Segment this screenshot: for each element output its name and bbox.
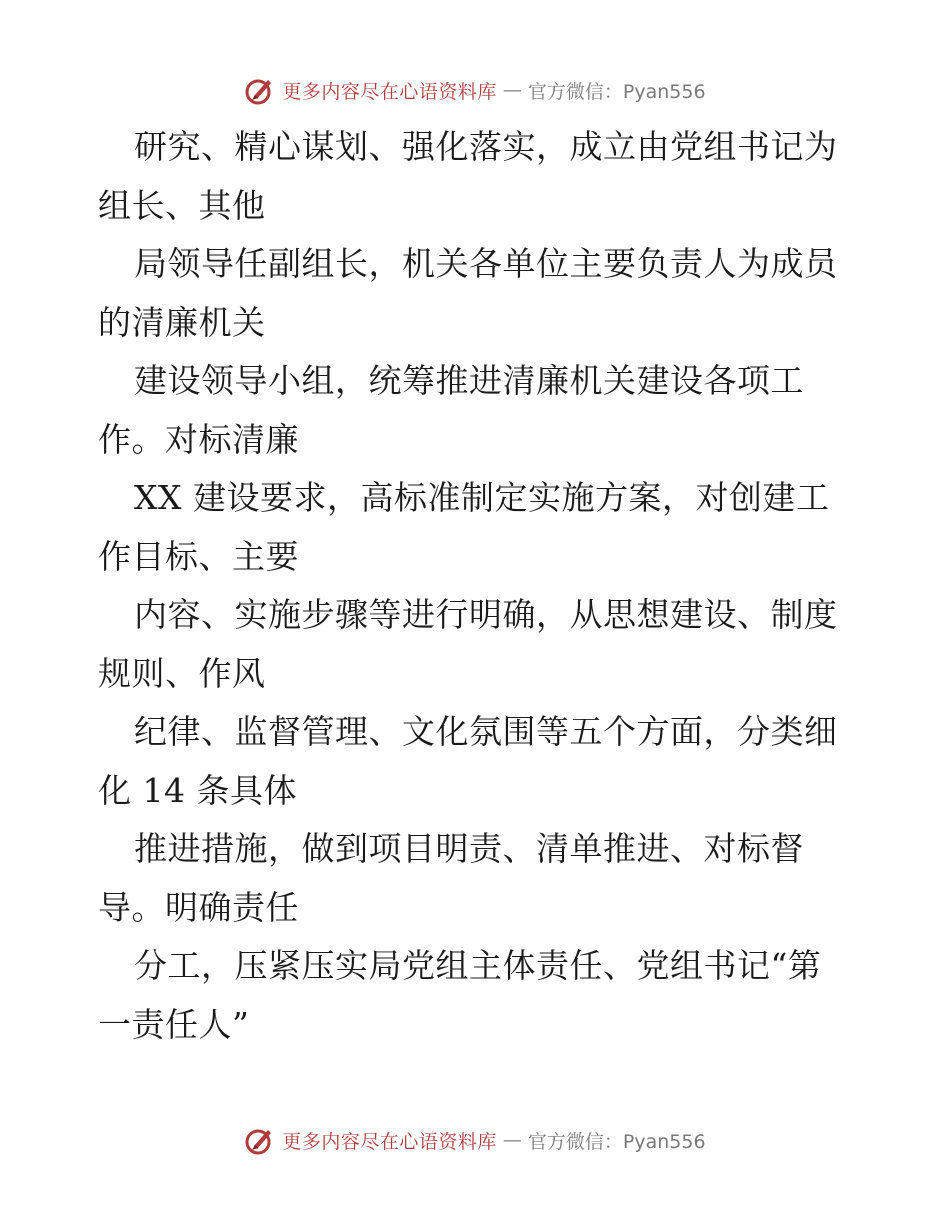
body-line: 的清廉机关 — [98, 302, 266, 342]
banner-separator: — — [502, 79, 522, 101]
body-line: 作。对标清廉 — [98, 419, 299, 459]
body-line: 一责任人” — [98, 1004, 250, 1044]
body-line: 纪律、监督管理、文化氛围等五个方面，分类细 — [134, 712, 838, 751]
banner-separator: — — [502, 1129, 522, 1151]
body-line: 规则、作风 — [98, 653, 266, 693]
header-watermark-banner — [0, 70, 950, 110]
body-line: 研究、精心谋划、强化落实，成立由党组书记为 — [134, 127, 838, 166]
red-quill-logo-icon — [244, 74, 276, 106]
body-line: 推进措施，做到项目明责、清单推进、对标督 — [134, 829, 804, 868]
banner-wechat: 官方微信：Pyan556 — [527, 80, 706, 103]
body-line: 导。明确责任 — [98, 887, 299, 927]
footer-watermark-banner — [0, 1120, 950, 1160]
banner-text: 更多内容尽在心语资料库 — [282, 80, 497, 103]
body-line: 分工，压紧压实局党组主体责任、党组书记“第 — [134, 946, 822, 985]
document-body — [98, 118, 858, 1054]
red-quill-logo-icon — [244, 1124, 276, 1156]
body-line: 局领导任副组长，机关各单位主要负责人为成员 — [134, 244, 838, 283]
body-line: 组长、其他 — [98, 185, 266, 225]
body-line: 建设领导小组，统筹推进清廉机关建设各项工 — [134, 361, 804, 400]
body-line: 内容、实施步骤等进行明确，从思想建设、制度 — [134, 595, 838, 634]
banner-text: 更多内容尽在心语资料库 — [282, 1130, 497, 1153]
body-line: XX 建设要求，高标准制定实施方案，对创建工 — [134, 478, 830, 517]
body-line: 化 14 条具体 — [98, 770, 297, 810]
banner-wechat: 官方微信：Pyan556 — [527, 1130, 706, 1153]
body-line: 作目标、主要 — [98, 536, 299, 576]
